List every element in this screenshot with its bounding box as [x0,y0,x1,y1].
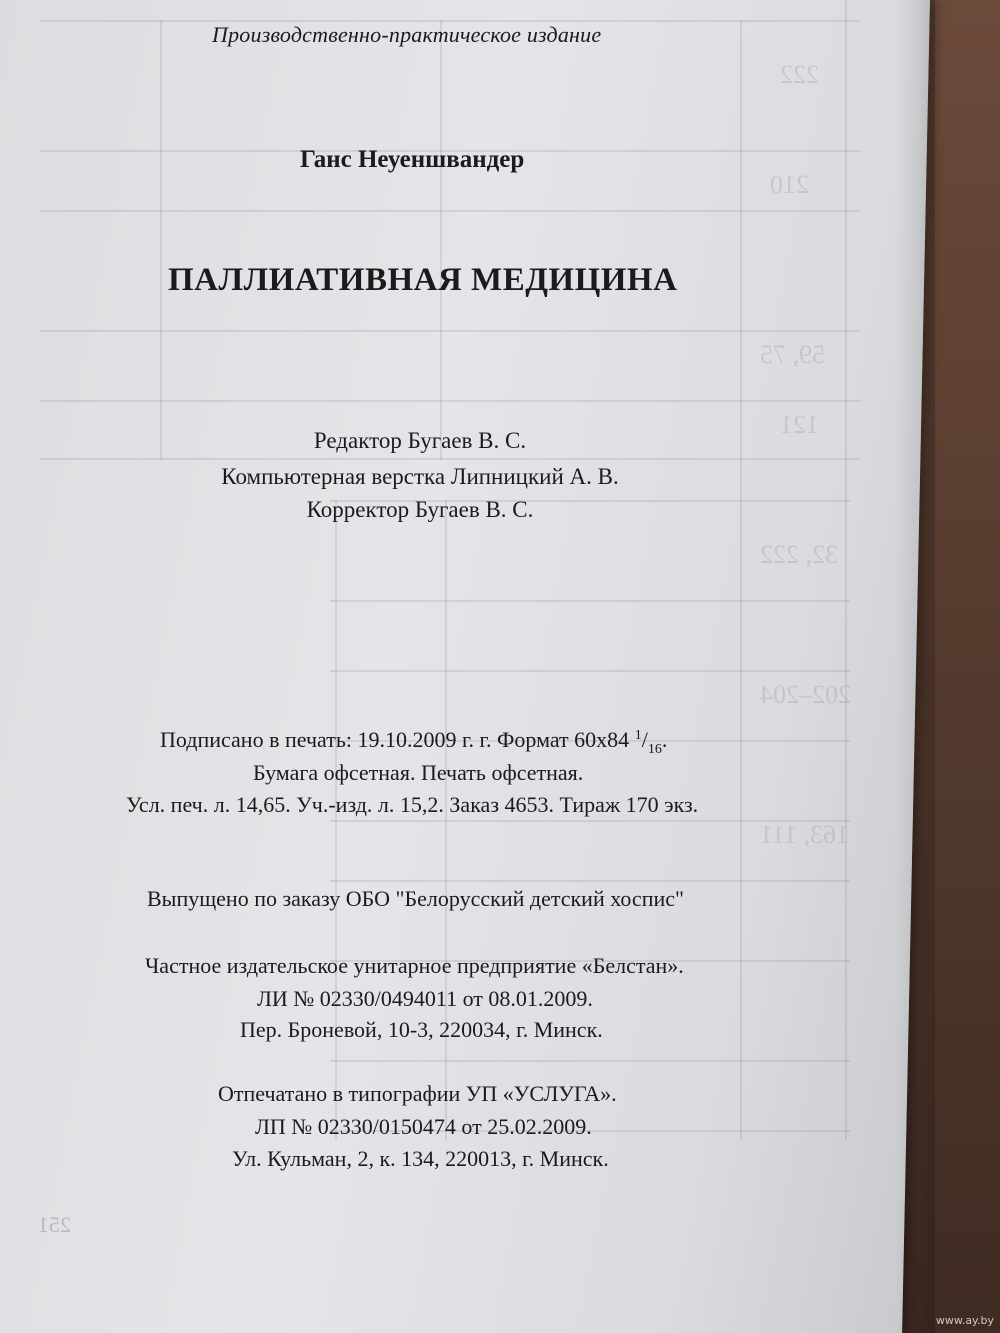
order-line: Выпущено по заказу ОБО "Белорусский детский хоспис" [147,886,684,911]
format-denominator: 16 [647,742,662,757]
author-first-name: Ганс [300,146,358,173]
paper-line: Бумага офсетная. Печать офсетная. [253,760,584,785]
publisher-license: ЛИ № 02330/0494011 от 08.01.2009. [257,986,593,1011]
publisher-address: Пер. Броневой, 10-3, 220034, г. Минск. [240,1017,603,1042]
layout-line: Компьютерная верстка Липницкий А. В. [221,464,619,489]
printer-address: Ул. Кульман, 2, к. 134, 220013, г. Минск. [232,1146,609,1171]
book-title: ПАЛЛИАТИВНАЯ МЕДИЦИНА [168,262,678,298]
proofreader-line: Корректор Бугаев В. С. [306,497,534,522]
author-line [300,146,524,174]
editor-line: Редактор Бугаев В. С. [313,428,527,453]
signed-to-print-text: Подписано в печать: 19.10.2009 г. г. Формат 60x84 [160,727,635,752]
show-through-page-number: 251 [38,1212,71,1237]
series-line: Производственно-практическое издание [212,22,602,47]
format-slash: / [641,727,648,752]
author-last-name: Неуеншвандер [357,146,525,173]
format-period: . [661,727,668,752]
volume-line: Усл. печ. л. 14,65. Уч.-изд. л. 15,2. Заказ 4653. Тираж 170 экз. [126,792,699,817]
signed-to-print-line [160,727,668,757]
format-numerator: 1 [634,728,642,743]
printer-name: Отпечатано в типографии УП «УСЛУГА». [218,1081,617,1106]
publisher-name: Частное издательское унитарное предприятие «Белстан». [145,953,684,978]
printer-license: ЛП № 02330/0150474 от 25.02.2009. [255,1114,592,1139]
site-watermark: www.ay.by [935,1314,994,1327]
